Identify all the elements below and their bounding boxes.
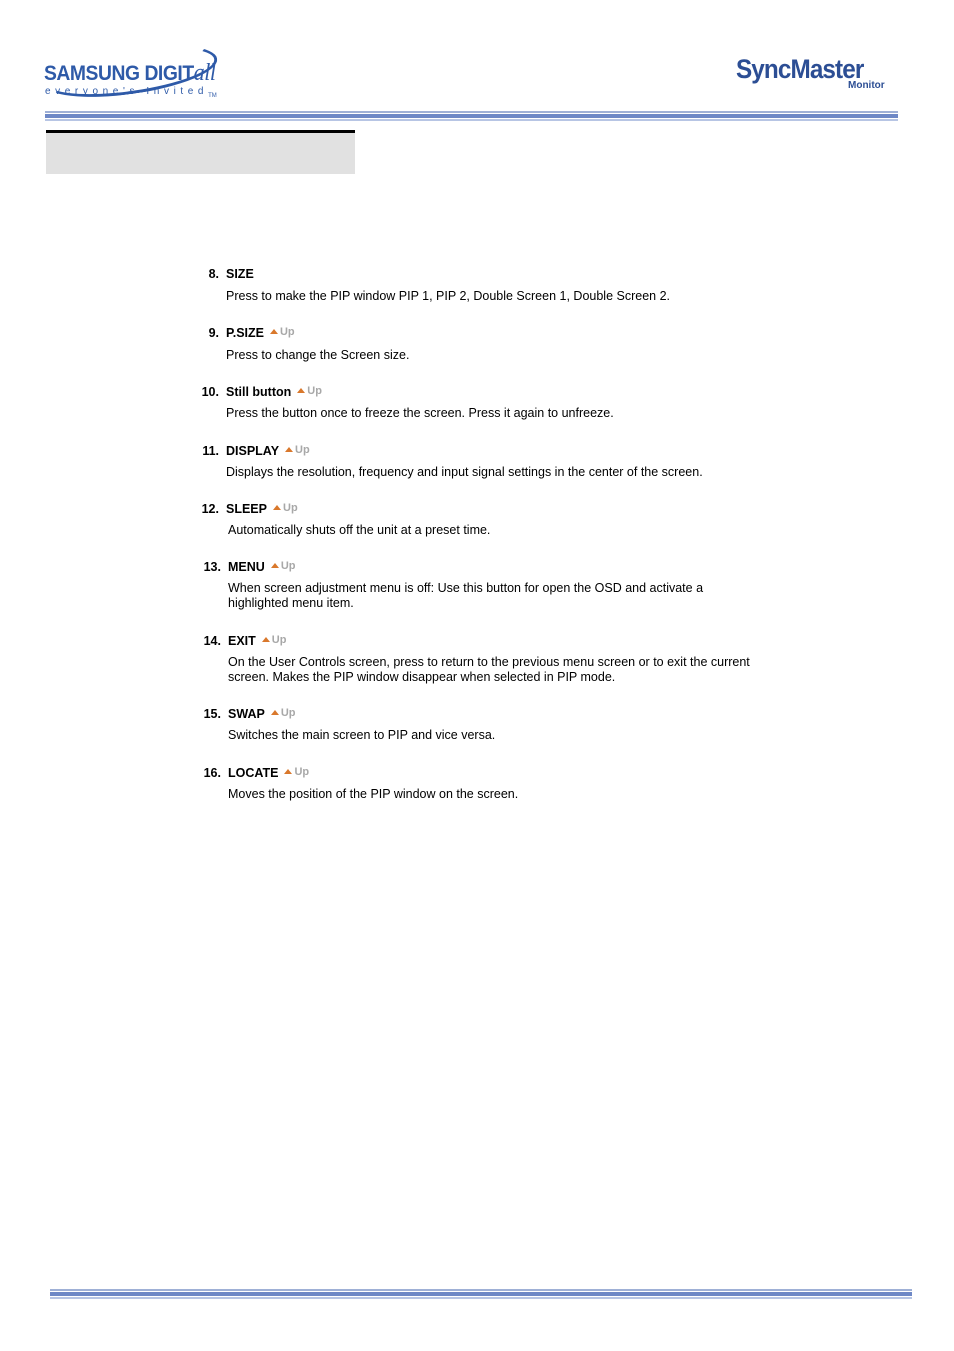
item-title: LOCATE Up <box>228 766 310 780</box>
item-title: DISPLAY Up <box>226 444 310 458</box>
up-arrow-icon <box>297 388 305 393</box>
item-number: 9. <box>208 326 219 340</box>
item-description: Moves the position of the PIP window on the screen. <box>228 787 519 801</box>
up-link[interactable]: Up <box>271 560 296 572</box>
item-description: Switches the main screen to PIP and vice versa. <box>228 728 496 742</box>
up-arrow-icon <box>284 769 292 774</box>
samsung-logo-tagline: everyone's Invited$_{TM}$ <box>45 86 217 99</box>
item-number: 12. <box>201 502 219 516</box>
item-description: Displays the resolution, frequency and input signal settings in the center of the screen. <box>226 465 703 479</box>
up-arrow-icon <box>262 637 270 642</box>
up-arrow-icon <box>270 329 278 334</box>
up-link[interactable]: Up <box>271 707 296 719</box>
up-arrow-icon <box>285 447 293 452</box>
item-title: EXIT Up <box>228 634 287 648</box>
item-title: SIZE <box>226 267 254 281</box>
item-number: 14. <box>203 634 221 648</box>
syncmaster-logo-word: SyncMaster <box>736 54 864 84</box>
item-number: 15. <box>203 707 221 721</box>
up-arrow-icon <box>271 563 279 568</box>
item-description: Press to make the PIP window PIP 1, PIP 2, Double Screen 1, Double Screen 2. <box>226 289 671 303</box>
syncmaster-logo-sub: Monitor <box>848 80 885 91</box>
samsung-logo-word: SAMSUNG DIGITall <box>44 60 216 86</box>
item-description: Press the button once to freeze the screen. Press it again to unfreeze. <box>226 406 614 420</box>
item-title: SLEEP Up <box>226 502 298 516</box>
up-link[interactable]: Up <box>285 444 310 456</box>
up-link[interactable]: Up <box>273 502 298 514</box>
up-link[interactable]: Up <box>297 385 322 397</box>
up-arrow-icon <box>271 710 279 715</box>
item-title: MENU Up <box>228 560 296 574</box>
item-description: Press to change the Screen size. <box>226 348 410 362</box>
item-number: 10. <box>201 385 219 399</box>
item-description: Automatically shuts off the unit at a preset time. <box>228 523 491 537</box>
item-number: 16. <box>203 766 221 780</box>
syncmaster-logo <box>736 54 896 96</box>
footer-divider <box>50 1289 912 1300</box>
item-number: 8. <box>208 267 219 281</box>
item-title: Still button Up <box>226 385 322 399</box>
header-divider <box>45 111 898 122</box>
samsung-digitall-logo <box>40 48 215 103</box>
item-number: 11. <box>202 444 219 458</box>
item-number: 13. <box>203 560 221 574</box>
up-link[interactable]: Up <box>262 634 287 646</box>
up-link[interactable]: Up <box>284 766 309 778</box>
up-arrow-icon <box>273 505 281 510</box>
item-title: SWAP Up <box>228 707 296 721</box>
item-description: On the User Controls screen, press to return to the previous menu screen or to exit the current screen. Makes the PIP window disappear when selected in PIP mode. <box>228 655 750 684</box>
item-title: P.SIZE Up <box>226 326 295 340</box>
item-description: When screen adjustment menu is off: Use this button for open the OSD and activate a highlighted menu item. <box>228 581 704 610</box>
page-title-block <box>46 130 355 174</box>
up-link[interactable]: Up <box>270 326 295 338</box>
